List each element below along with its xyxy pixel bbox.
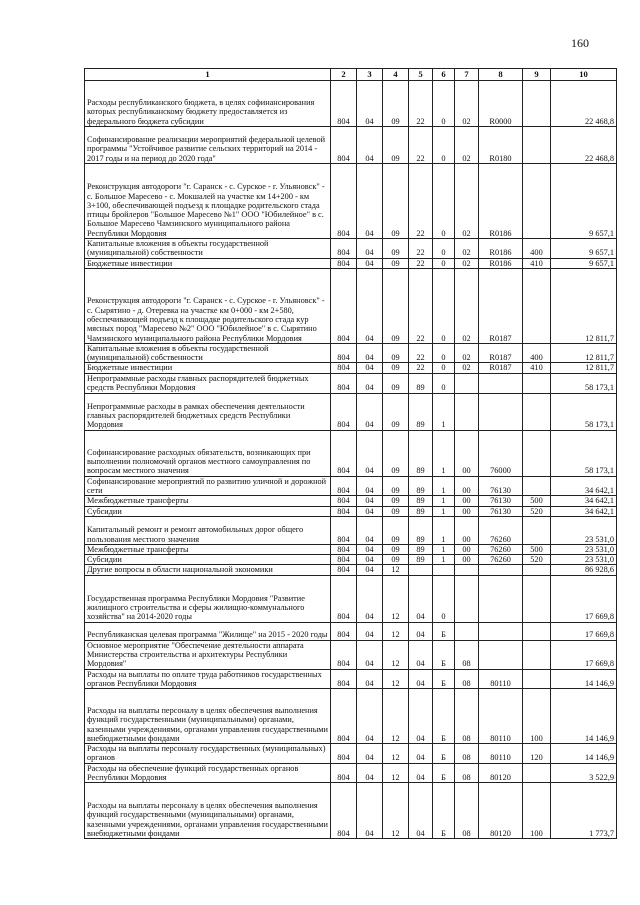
table-row	[85, 343, 617, 363]
code-cell: 89	[409, 516, 433, 544]
code-cell: 0	[433, 268, 455, 343]
code-cell: 04	[357, 239, 383, 259]
code-cell: R0186	[479, 239, 523, 259]
code-cell: Б	[433, 689, 455, 744]
column-header: 3	[357, 69, 383, 81]
code-cell: 80120	[479, 763, 523, 783]
code-cell: 0	[433, 239, 455, 259]
row-name-cell: Межбюджетные трансферты	[85, 544, 331, 554]
code-cell: 804	[331, 496, 357, 506]
code-cell	[455, 393, 479, 430]
code-cell: 09	[383, 430, 409, 476]
code-cell	[479, 622, 523, 640]
table-row	[85, 763, 617, 783]
table-row	[85, 239, 617, 259]
code-cell: 04	[357, 476, 383, 496]
code-cell: 12	[383, 783, 409, 839]
code-cell: 22	[409, 127, 433, 164]
code-cell: 00	[455, 496, 479, 506]
code-cell	[479, 393, 523, 430]
code-cell: 500	[523, 496, 551, 506]
code-cell: 76130	[479, 476, 523, 496]
code-cell: 04	[357, 689, 383, 744]
code-cell	[433, 565, 455, 575]
code-cell: 89	[409, 496, 433, 506]
code-cell: 04	[357, 373, 383, 393]
amount-cell: 22 468,8	[551, 81, 617, 127]
table-row	[85, 565, 617, 575]
amount-cell: 58 173,1	[551, 393, 617, 430]
amount-cell: 12 811,7	[551, 268, 617, 343]
code-cell: 80120	[479, 783, 523, 839]
table-row	[85, 81, 617, 127]
code-cell: 804	[331, 343, 357, 363]
row-name-cell: Софинансирование расходных обязательств, возникающих при выполнении полномочий органов местного самоуправления по вопросам местного значения	[85, 430, 331, 476]
code-cell: 08	[455, 744, 479, 764]
code-cell	[523, 575, 551, 622]
code-cell: 804	[331, 258, 357, 268]
amount-cell: 9 657,1	[551, 164, 617, 239]
code-cell: 09	[383, 373, 409, 393]
code-cell	[523, 430, 551, 476]
code-cell: 22	[409, 258, 433, 268]
code-cell: 89	[409, 430, 433, 476]
code-cell: 89	[409, 544, 433, 554]
code-cell: 22	[409, 363, 433, 373]
code-cell: 09	[383, 393, 409, 430]
code-cell: 04	[357, 744, 383, 764]
code-cell: 0	[433, 127, 455, 164]
code-cell: 04	[409, 689, 433, 744]
code-cell: 12	[383, 575, 409, 622]
code-cell: Б	[433, 763, 455, 783]
code-cell: 04	[357, 544, 383, 554]
code-cell: 89	[409, 555, 433, 565]
table-row	[85, 373, 617, 393]
column-header: 8	[479, 69, 523, 81]
budget-table	[84, 68, 617, 839]
code-cell	[479, 575, 523, 622]
code-cell: 04	[357, 258, 383, 268]
column-header: 1	[85, 69, 331, 81]
amount-cell: 14 146,9	[551, 689, 617, 744]
code-cell: 22	[409, 268, 433, 343]
code-cell: 1	[433, 506, 455, 516]
amount-cell: 86 928,6	[551, 565, 617, 575]
code-cell: 04	[357, 555, 383, 565]
code-cell: Б	[433, 622, 455, 640]
code-cell: 08	[455, 640, 479, 669]
code-cell: 09	[383, 268, 409, 343]
column-header: 5	[409, 69, 433, 81]
code-cell	[455, 575, 479, 622]
table-row	[85, 555, 617, 565]
code-cell: 02	[455, 343, 479, 363]
code-cell: 04	[409, 575, 433, 622]
column-header: 6	[433, 69, 455, 81]
code-cell: 804	[331, 640, 357, 669]
row-name-cell: Субсидии	[85, 506, 331, 516]
row-name-cell: Бюджетные инвестиции	[85, 258, 331, 268]
code-cell: 09	[383, 544, 409, 554]
code-cell: 04	[357, 506, 383, 516]
code-cell: 04	[409, 744, 433, 764]
row-name-cell: Капитальные вложения в объекты государственной (муниципальной) собственности	[85, 239, 331, 259]
code-cell: 804	[331, 622, 357, 640]
code-cell: 804	[331, 575, 357, 622]
amount-cell: 23 531,0	[551, 555, 617, 565]
column-header: 2	[331, 69, 357, 81]
table-row	[85, 575, 617, 622]
code-cell	[523, 669, 551, 689]
row-name-cell: Расходы республиканского бюджета, в целях софинансирования которых республиканскому бюджету предоставляется из федерального бюджета субсидии	[85, 81, 331, 127]
code-cell: 804	[331, 476, 357, 496]
code-cell: R0187	[479, 363, 523, 373]
code-cell	[455, 622, 479, 640]
code-cell: 804	[331, 763, 357, 783]
code-cell: 02	[455, 81, 479, 127]
code-cell: 12	[383, 640, 409, 669]
code-cell: 22	[409, 81, 433, 127]
amount-cell: 58 173,1	[551, 430, 617, 476]
table-row	[85, 268, 617, 343]
amount-cell: 14 146,9	[551, 744, 617, 764]
table-row	[85, 516, 617, 544]
code-cell: 12	[383, 689, 409, 744]
row-name-cell: Расходы на выплаты персоналу в целях обеспечения выполнения функций государственными (муниципальными) органами, казенными учреждениями, органами управления государственными внебюджетными фондами	[85, 689, 331, 744]
code-cell: 04	[357, 575, 383, 622]
code-cell: 804	[331, 689, 357, 744]
code-cell: 1	[433, 496, 455, 506]
code-cell: 804	[331, 430, 357, 476]
table-row	[85, 640, 617, 669]
code-cell: 804	[331, 555, 357, 565]
code-cell	[479, 373, 523, 393]
code-cell: 09	[383, 363, 409, 373]
row-name-cell: Непрограммные расходы в рамках обеспечения деятельности главных распорядителей бюджетных средств Республики Мордовия	[85, 393, 331, 430]
code-cell: 12	[383, 622, 409, 640]
table-row	[85, 544, 617, 554]
column-header: 4	[383, 69, 409, 81]
code-cell: Б	[433, 744, 455, 764]
code-cell: R0186	[479, 164, 523, 239]
code-cell: 76260	[479, 516, 523, 544]
code-cell: 1	[433, 476, 455, 496]
code-cell: Б	[433, 640, 455, 669]
table-row	[85, 258, 617, 268]
table-row	[85, 783, 617, 839]
code-cell: 804	[331, 268, 357, 343]
amount-cell: 34 642,1	[551, 506, 617, 516]
row-name-cell: Субсидии	[85, 555, 331, 565]
row-name-cell: Капитальный ремонт и ремонт автомобильных дорог общего пользования местного значения	[85, 516, 331, 544]
amount-cell: 1 773,7	[551, 783, 617, 839]
code-cell: 76260	[479, 544, 523, 554]
code-cell: 04	[409, 669, 433, 689]
code-cell: 09	[383, 476, 409, 496]
code-cell: 04	[357, 363, 383, 373]
code-cell: 0	[433, 81, 455, 127]
code-cell: 76000	[479, 430, 523, 476]
code-cell: 00	[455, 544, 479, 554]
code-cell: 804	[331, 783, 357, 839]
code-cell: 02	[455, 268, 479, 343]
amount-cell: 34 642,1	[551, 476, 617, 496]
code-cell: 89	[409, 476, 433, 496]
table-row	[85, 430, 617, 476]
table-row	[85, 127, 617, 164]
code-cell: 04	[357, 669, 383, 689]
code-cell: 804	[331, 373, 357, 393]
column-header: 7	[455, 69, 479, 81]
code-cell: 804	[331, 669, 357, 689]
row-name-cell: Реконструкция автодороги "г. Саранск - с. Сурское - г. Ульяновск" - с. Сырятино - д. Отеревка на участке км 0+000 - км 2+580, обеспечивающей подъезд к площадке родительского стада кур мясных пород "Маресево №2" ООО "Юбилейное" в с. Сырятино Чамзинского муниципального района Республики Мордовия	[85, 268, 331, 343]
code-cell: 0	[433, 164, 455, 239]
code-cell: 804	[331, 506, 357, 516]
amount-cell: 14 146,9	[551, 669, 617, 689]
code-cell: 04	[357, 343, 383, 363]
code-cell: 09	[383, 496, 409, 506]
table-row	[85, 506, 617, 516]
row-name-cell: Другие вопросы в области национальной экономики	[85, 565, 331, 575]
code-cell: 04	[357, 268, 383, 343]
code-cell: 804	[331, 544, 357, 554]
code-cell	[523, 516, 551, 544]
code-cell: 1	[433, 555, 455, 565]
code-cell: 04	[409, 622, 433, 640]
page-number: 160	[571, 36, 589, 50]
code-cell	[523, 565, 551, 575]
amount-cell: 23 531,0	[551, 544, 617, 554]
code-cell: 80110	[479, 669, 523, 689]
code-cell: 89	[409, 373, 433, 393]
code-cell: 09	[383, 164, 409, 239]
code-cell: R0187	[479, 268, 523, 343]
code-cell: 0	[433, 363, 455, 373]
code-cell: 00	[455, 430, 479, 476]
code-cell: 00	[455, 516, 479, 544]
table-header-row	[85, 69, 617, 81]
code-cell: 500	[523, 544, 551, 554]
code-cell: 04	[409, 783, 433, 839]
code-cell: Б	[433, 783, 455, 839]
row-name-cell: Расходы на выплаты персоналу в целях обеспечения выполнения функций государственными (муниципальными) органами, казенными учреждениями, органами управления государственными внебюджетными фондами	[85, 783, 331, 839]
amount-cell: 12 811,7	[551, 363, 617, 373]
table-row	[85, 164, 617, 239]
code-cell	[455, 373, 479, 393]
code-cell: 09	[383, 127, 409, 164]
column-header: 9	[523, 69, 551, 81]
code-cell: 02	[455, 127, 479, 164]
code-cell: 400	[523, 239, 551, 259]
code-cell: 04	[409, 640, 433, 669]
row-name-cell: Непрограммные расходы главных распорядителей бюджетных средств Республики Мордовия	[85, 373, 331, 393]
code-cell	[479, 565, 523, 575]
code-cell: 09	[383, 258, 409, 268]
code-cell: 04	[357, 127, 383, 164]
code-cell: 100	[523, 783, 551, 839]
code-cell	[479, 640, 523, 669]
amount-cell: 3 522,9	[551, 763, 617, 783]
code-cell: 09	[383, 506, 409, 516]
code-cell: 04	[357, 783, 383, 839]
row-name-cell: Капитальные вложения в объекты государственной (муниципальной) собственности	[85, 343, 331, 363]
code-cell: 09	[383, 81, 409, 127]
amount-cell: 58 173,1	[551, 373, 617, 393]
row-name-cell: Расходы на выплаты по оплате труда работников государственных органов Республики Мордовия	[85, 669, 331, 689]
code-cell	[523, 622, 551, 640]
code-cell: 02	[455, 363, 479, 373]
amount-cell: 12 811,7	[551, 343, 617, 363]
code-cell	[523, 268, 551, 343]
code-cell: 08	[455, 689, 479, 744]
code-cell: 04	[357, 430, 383, 476]
table-row	[85, 476, 617, 496]
amount-cell: 9 657,1	[551, 258, 617, 268]
amount-cell: 9 657,1	[551, 239, 617, 259]
code-cell: 520	[523, 506, 551, 516]
code-cell	[523, 81, 551, 127]
row-name-cell: Расходы на выплаты персоналу государственных (муниципальных) органов	[85, 744, 331, 764]
amount-cell: 34 642,1	[551, 496, 617, 506]
code-cell: 12	[383, 565, 409, 575]
code-cell: 04	[357, 81, 383, 127]
code-cell: 00	[455, 476, 479, 496]
code-cell: 04	[357, 622, 383, 640]
code-cell: 09	[383, 343, 409, 363]
code-cell: 1	[433, 430, 455, 476]
code-cell: 22	[409, 343, 433, 363]
code-cell: 89	[409, 506, 433, 516]
table-row	[85, 363, 617, 373]
code-cell: 22	[409, 164, 433, 239]
code-cell: 80110	[479, 689, 523, 744]
code-cell: 804	[331, 516, 357, 544]
code-cell	[523, 476, 551, 496]
code-cell: 804	[331, 239, 357, 259]
code-cell: 804	[331, 565, 357, 575]
code-cell: R0186	[479, 258, 523, 268]
code-cell	[523, 393, 551, 430]
code-cell: 22	[409, 239, 433, 259]
code-cell: 1	[433, 544, 455, 554]
code-cell: 89	[409, 393, 433, 430]
code-cell: 0	[433, 575, 455, 622]
code-cell: 804	[331, 81, 357, 127]
code-cell: 76130	[479, 496, 523, 506]
code-cell	[523, 763, 551, 783]
amount-cell: 23 531,0	[551, 516, 617, 544]
code-cell: 0	[433, 343, 455, 363]
code-cell: 04	[357, 164, 383, 239]
code-cell	[409, 565, 433, 575]
row-name-cell: Бюджетные инвестиции	[85, 363, 331, 373]
amount-cell: 17 669,8	[551, 622, 617, 640]
code-cell: 12	[383, 669, 409, 689]
table-row	[85, 669, 617, 689]
code-cell: 0	[433, 258, 455, 268]
code-cell: 1	[433, 516, 455, 544]
code-cell: R0000	[479, 81, 523, 127]
code-cell: 04	[357, 565, 383, 575]
code-cell: 12	[383, 744, 409, 764]
code-cell	[523, 127, 551, 164]
table-row	[85, 744, 617, 764]
column-header: 10	[551, 69, 617, 81]
code-cell: 76260	[479, 555, 523, 565]
code-cell: 520	[523, 555, 551, 565]
amount-cell: 17 669,8	[551, 640, 617, 669]
row-name-cell: Расходы на обеспечение функций государственных органов Республики Мордовия	[85, 763, 331, 783]
code-cell: 04	[409, 763, 433, 783]
code-cell: 1	[433, 393, 455, 430]
code-cell: 120	[523, 744, 551, 764]
code-cell	[523, 640, 551, 669]
row-name-cell: Государственная программа Республики Мордовия "Развитие жилищного строительства и сферы жилищно-коммунального хозяйства" на 2014-2020 годы	[85, 575, 331, 622]
code-cell: 804	[331, 127, 357, 164]
row-name-cell: Республиканская целевая программа "Жилище" на 2015 - 2020 годы	[85, 622, 331, 640]
code-cell: 02	[455, 258, 479, 268]
code-cell: Б	[433, 669, 455, 689]
code-cell	[455, 565, 479, 575]
code-cell: 804	[331, 363, 357, 373]
table-row	[85, 496, 617, 506]
code-cell: 08	[455, 669, 479, 689]
code-cell: 09	[383, 239, 409, 259]
code-cell: 410	[523, 363, 551, 373]
code-cell: 09	[383, 516, 409, 544]
row-name-cell: Софинансирование реализации мероприятий федеральной целевой программы "Устойчивое развитие сельских территорий на 2014 - 2017 годы и на период до 2020 года"	[85, 127, 331, 164]
amount-cell: 22 468,8	[551, 127, 617, 164]
code-cell	[523, 164, 551, 239]
code-cell: 04	[357, 640, 383, 669]
table-row	[85, 393, 617, 430]
code-cell: 04	[357, 496, 383, 506]
code-cell: 00	[455, 555, 479, 565]
code-cell: 410	[523, 258, 551, 268]
table-row	[85, 622, 617, 640]
code-cell: 00	[455, 506, 479, 516]
code-cell: 04	[357, 393, 383, 430]
code-cell: 02	[455, 239, 479, 259]
row-name-cell: Основное мероприятие "Обеспечение деятельности аппарата Министерства строительства и архитектуры Республики Мордовия"	[85, 640, 331, 669]
code-cell: 04	[357, 516, 383, 544]
code-cell: 0	[433, 373, 455, 393]
code-cell: 08	[455, 783, 479, 839]
amount-cell: 17 669,8	[551, 575, 617, 622]
table-row	[85, 689, 617, 744]
row-name-cell: Реконструкция автодороги "г. Саранск - с. Сурское - г. Ульяновск" - с. Большое Маресево - с. Мокшалей на участке км 14+200 - км 3+100, обеспечивающей подъезд к площадке родительского стада птицы бройлеров "Большое Маресево №1" ООО "Юбилейное" в с. Большое Маресево Чамзинского муниципального района Республики Мордовия	[85, 164, 331, 239]
code-cell: 80110	[479, 744, 523, 764]
code-cell: 400	[523, 343, 551, 363]
code-cell: R0187	[479, 343, 523, 363]
code-cell: 804	[331, 164, 357, 239]
code-cell: 04	[357, 763, 383, 783]
code-cell: 76130	[479, 506, 523, 516]
code-cell: 804	[331, 744, 357, 764]
code-cell: R0180	[479, 127, 523, 164]
row-name-cell: Софинансирование мероприятий по развитию уличной и дорожной сети	[85, 476, 331, 496]
code-cell: 09	[383, 555, 409, 565]
code-cell: 804	[331, 393, 357, 430]
code-cell: 12	[383, 763, 409, 783]
code-cell: 100	[523, 689, 551, 744]
code-cell: 08	[455, 763, 479, 783]
row-name-cell: Межбюджетные трансферты	[85, 496, 331, 506]
code-cell: 02	[455, 164, 479, 239]
code-cell	[523, 373, 551, 393]
